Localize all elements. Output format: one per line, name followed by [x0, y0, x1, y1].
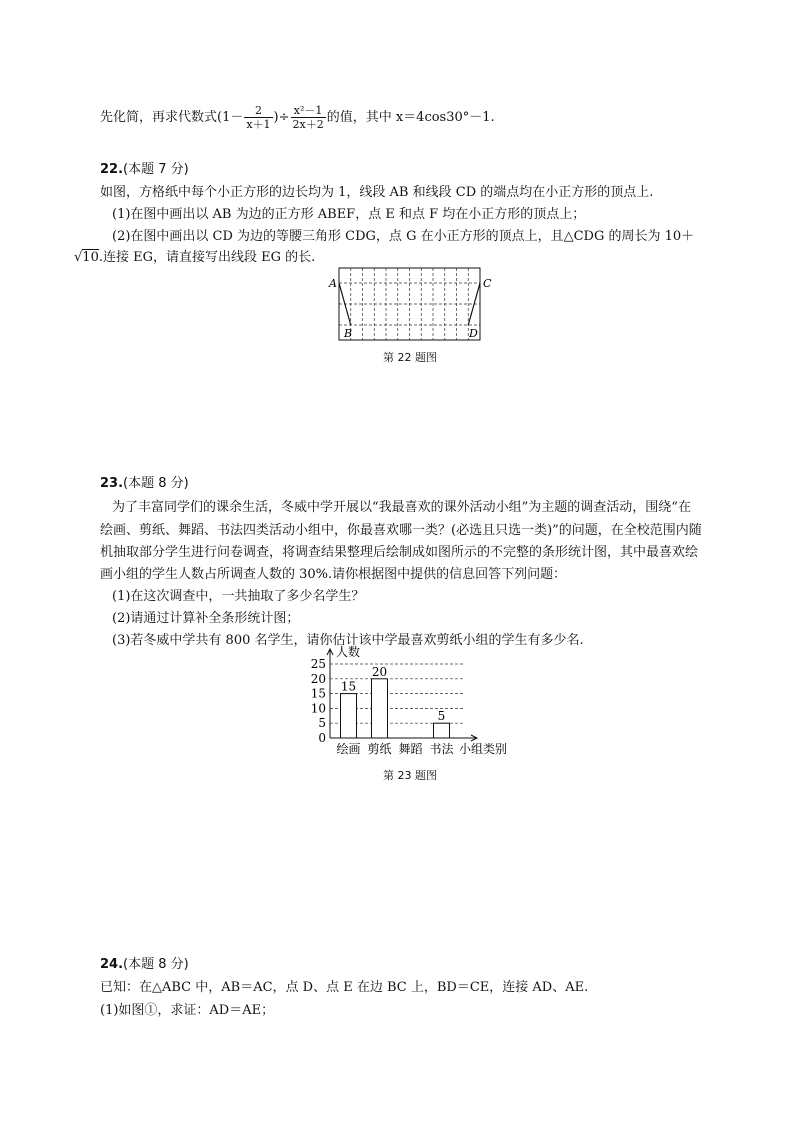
q24-stem: 已知：在△ABC 中，AB＝AC，点 D、点 E 在边 BC 上，BD＝CE，连接 AD、AE. [100, 980, 589, 995]
q21-suffix: 的值，其中 x＝4cos30°－1. [326, 110, 495, 125]
q23-part2: (2)请通过计算补全条形统计图； [112, 611, 300, 626]
q22-number: 22. [100, 162, 124, 177]
label-a: A [329, 277, 337, 290]
q22-caption: 第 22 题图 [383, 351, 437, 364]
q22-points: (本题 7 分) [123, 162, 189, 177]
q22-part2-line2 [74, 246, 315, 265]
q22-stem: 如图，方格纸中每个小正方形的边长均为 1，线段 AB 和线段 CD 的端点均在小正方形的顶点上. [100, 185, 654, 200]
y-axis-label: 人数 [336, 645, 361, 659]
q23-line1: 为了丰富同学们的课余生活，冬威中学开展以“我最喜欢的课外活动小组”为主题的调查活动，围绕“在 [112, 500, 691, 515]
x-tick-label: 舞蹈 [398, 742, 423, 756]
q21-fraction-2 [291, 104, 326, 131]
y-tick-label: 25 [310, 657, 326, 671]
x-tick-label: 剪纸 [367, 742, 392, 756]
q21-fraction-1-numerator: 2 [244, 104, 272, 118]
y-tick-label: 5 [318, 716, 326, 731]
x-axis-label: 小组类别 [459, 742, 508, 756]
q22-grid-figure [325, 262, 495, 344]
q21-fraction-2-denominator: 2x＋2 [292, 118, 324, 131]
x-tick-label: 书法 [429, 742, 454, 756]
bar-value-label: 15 [340, 679, 357, 694]
q22-header [100, 158, 189, 177]
q21-prefix: 先化简，再求代数式(1－ [100, 110, 244, 125]
q23-line3: 机抽取部分学生进行问卷调查，将调查结果整理后绘制成如图所示的不完整的条形统计图，其中最喜欢绘 [100, 545, 699, 560]
label-d: D [469, 327, 478, 340]
q23-points: (本题 8 分) [123, 476, 189, 491]
q22-part2-line1: (2)在图中画出以 CD 为边的等腰三角形 CDG，点 G 在小正方形的顶点上，且△CDG 的周长为 10＋ [112, 229, 695, 244]
q22-part1: (1)在图中画出以 AB 为边的正方形 ABEF，点 E 和点 F 均在小正方形的顶点上； [112, 207, 586, 222]
q23-bar-chart [290, 642, 520, 760]
y-tick-label: 15 [310, 686, 326, 701]
label-c: C [483, 277, 492, 290]
x-tick-label: 绘画 [336, 742, 361, 756]
q21-fraction-1 [244, 104, 272, 131]
q23-line4: 画小组的学生人数占所调查人数的 30%.请你根据图中提供的信息回答下列问题： [100, 567, 567, 582]
q23-part3: (3)若冬威中学共有 800 名学生，请你估计该中学最喜欢剪纸小组的学生有多少名. [112, 633, 584, 648]
q23-line2: 绘画、剪纸、舞蹈、书法四类活动小组中，你最喜欢哪一类？(必选且只选一类)”的问题，在全校范围内随 [100, 523, 702, 538]
q23-number: 23. [100, 476, 124, 491]
bar [434, 723, 450, 738]
q24-number: 24. [100, 957, 124, 972]
label-b: B [344, 327, 353, 340]
q21-fraction-2-numerator: x²－1 [291, 104, 326, 118]
q24-points: (本题 8 分) [123, 957, 189, 972]
q22-grid-lines [339, 268, 480, 340]
q23-part1: (1)在这次调查中，一共抽取了多少名学生？ [112, 589, 365, 604]
q21-expression [100, 104, 495, 131]
q22-sqrt-radicand: 10 [82, 250, 99, 265]
q21-operator: )÷ [273, 110, 290, 125]
q24-header [100, 953, 189, 972]
bar-value-label: 20 [371, 664, 388, 679]
q24-part1: (1)如图①，求证：AD＝AE； [100, 1003, 275, 1018]
q21-fraction-1-denominator: x＋1 [246, 118, 271, 131]
bar [341, 694, 357, 738]
bar [372, 679, 388, 738]
y-tick-label: 0 [318, 731, 326, 745]
y-tick-label: 20 [310, 671, 326, 686]
y-tick-label: 10 [310, 701, 326, 716]
q23-caption: 第 23 题图 [383, 769, 437, 782]
bar-value-label: 5 [437, 709, 446, 724]
q22-sqrt: √10 [74, 250, 99, 265]
q22-part2-line2-text: .连接 EG，请直接写出线段 EG 的长. [98, 250, 316, 265]
q23-header [100, 472, 189, 491]
